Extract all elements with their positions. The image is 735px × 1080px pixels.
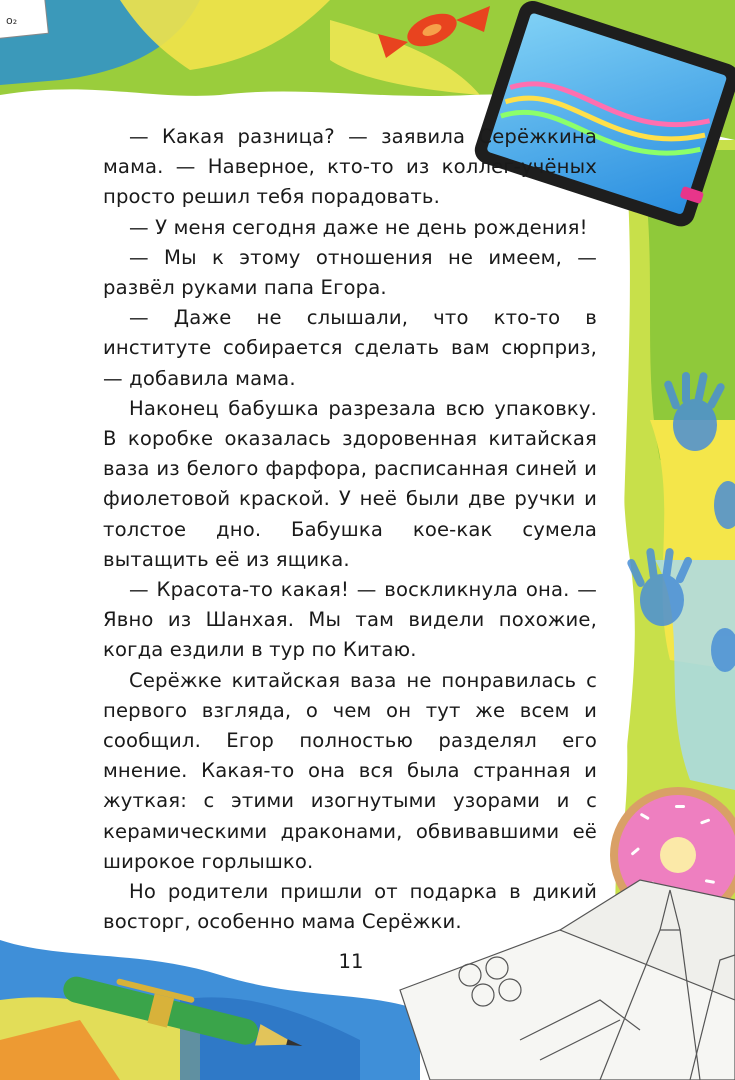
page-number: 11 — [338, 950, 364, 973]
paragraph: — Мы к этому отношения не имеем, — развёл руками папа Егора. — [103, 245, 597, 300]
paragraph: Наконец бабушка разрезала всю упаковку. В коробке оказалась здоровенная китайская ваза из белого фарфора, расписанная синей и фиолетовой краской. У неё были две ручки и толстое дно. Бабушка кое-как сумела вытащить её из ящика. — [103, 396, 597, 571]
paragraph: — У меня сегодня даже не день рождения! — [129, 215, 588, 239]
paragraph: — Какая разница? — заявила Серёжкина мама. — Наверное, кто-то из коллег-учёных просто решил тебя порадовать. — [103, 125, 597, 209]
paragraph: Но родители пришли от подарка в дикий восторг, особенно мама Серёжки. — [103, 880, 597, 934]
story-text — [103, 122, 597, 937]
paragraph: — Красота-то какая! — воскликнула она. — Явно из Шанхая. Мы там видели похожие, когда ездили в тур по Китаю. — [103, 578, 597, 662]
paragraph: — Даже не слышали, что кто-то в институте собирается сделать вам сюрприз, — добавила мама. — [103, 306, 597, 390]
paragraph: Серёжке китайская ваза не понравилась с первого взгляда, о чем он тут же всем и сообщил. Егор полностью разделял его мнение. Какая-то она вся была странная и жуткая: с этими изогнутыми узорами и с керамическими драконами, обвивавшими её широкое горлышко. — [103, 668, 597, 873]
corner-formula: o₂ — [6, 14, 18, 27]
